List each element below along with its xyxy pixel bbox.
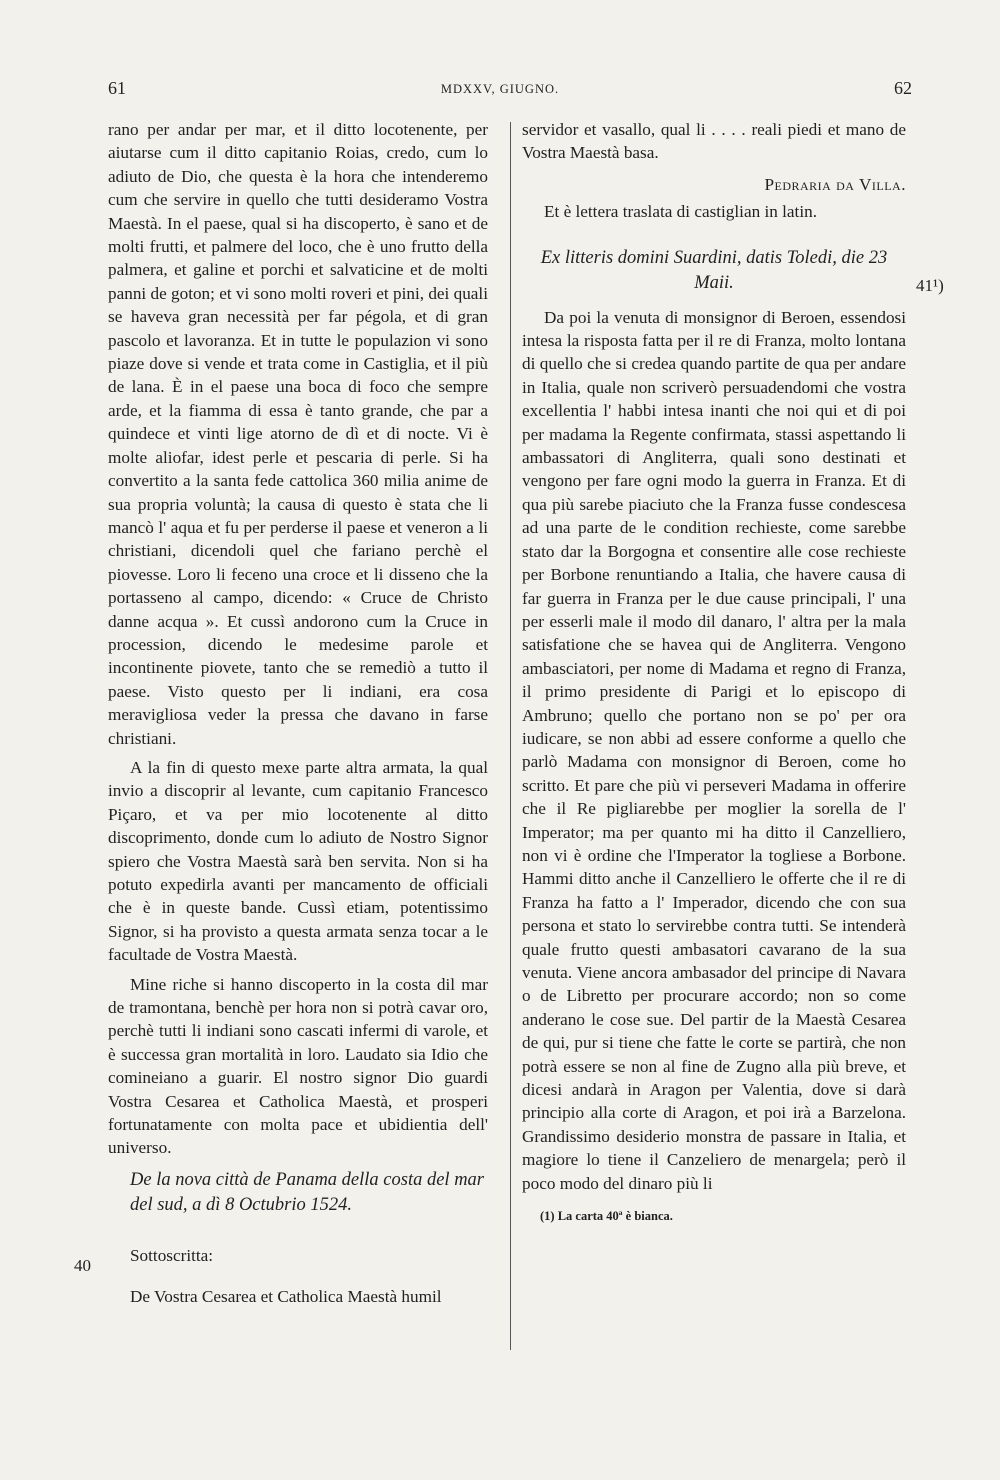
subscribed-label: Sottoscritta: <box>130 1245 214 1265</box>
page-number-right: 62 <box>894 78 912 98</box>
left-paragraph-3: Mine riche si hanno discoperto in la costa dil mar de tramontana, benchè per hora non si potrà cavar oro, perchè tutti li indiani sono cascati infermi di varole, et è successa gran mortalità in loro. Laudato sia Idio che comineiano a guarir. El nostro signor Dio guardi Vostra Cesarea et Catholica Maestà, et prosperi fortunatamente con molta pace et ubidientia dell' universo. <box>108 974 488 1158</box>
left-column <box>108 118 488 1309</box>
right-continuation: servidor et vasallo, qual li . . . . reali piedi et mano de Vostra Maestà basa. <box>522 120 906 163</box>
right-column <box>522 118 906 1225</box>
left-paragraph-1: rano per andar per mar, et il ditto locotenente, per aiutarse cum il ditto capitanio Roias, credo, cum lo adiuto de Dio, che questa è la hora che intenderemo cum che servire in quello che tutti desideramo Vostra Maestà. In el paese, qual si ha discoperto, è sano et de molti frutti, et palmere del loco, che è uno frutto della palmera, et galine et porchi et salvaticine et de molti panni de goton; et vi sono molti roveri et pini, dei quali se haveva gran necessità per far pégola, et di gran pascolo et lavoranza. Et in tutte le populazion vi sono piaze dove si vende et trata come in Castiglia, et il più de lana. È in el paese una boca di foco che sempre arde, et la fiamma di essa è tanto grande, che par a quindece et vinti lige atorno de dì et di nocte. Vi è molte aliofar, idest perle et pescaria di perle. Si ha convertito a la santa fede cattolica 360 milia anime de sua propria voluntà; la causa di questo è stata che li mancò l' aqua et fu per perderse il paese et veneron a li christiani, dicendoli quel che fariano perchè el piovesse. Loro li feceno una croce et li disseno che la portasseno al campo, dicendo: « Cruce de Christo danne acqua ». Et cussì andorono cum la Cruce in procession, dicendo le medesime parole et incontinente piovete, tanto che se remediò a tutto il paese. Visto questo per li indiani, era cosa meravigliosa veder la pressa che davano in farse christiani. <box>108 120 488 748</box>
translation-note: Et è lettera traslata di castiglian in latin. <box>544 202 817 222</box>
closing-line: De Vostra Cesarea et Catholica Maestà humil <box>130 1287 442 1307</box>
page-number-left: 61 <box>108 78 126 98</box>
column-divider <box>510 122 511 1350</box>
dateline: De la nova città de Panama della costa del mar del sud, a dì 8 Octubrio 1524. <box>130 1169 485 1215</box>
signature: Pedraria da Villa. <box>764 174 906 194</box>
footnote: (1) La carta 40ª è bianca. <box>540 1209 673 1224</box>
left-paragraph-2: A la fin di questo mexe parte altra armata, la qual invio a discoprir al levante, cum capitanio Francesco Piçaro, et va per mio locotenente al ditto discoprimento, donde cum lo adiuto de Nostro Signor spiero che Vostra Maestà sarà ben servita. Non si ha potuto expedirla avanti per mancamento de officiali che è in queste bande. Cussì etiam, potentissimo Signor, si ha provisto a questa armata senza tocar a le facultade de Vostra Maestà. <box>108 757 488 965</box>
margin-number-40: 40 <box>74 1256 91 1275</box>
running-title: MDXXV, GIUGNO. <box>440 82 560 96</box>
right-paragraph-1: Da poi la venuta di monsignor di Beroen, essendosi intesa la risposta fatta per il re di Franza, molto lontana di quello che si credea quando partite de qua per andare in Italia, quale non scriverò persuadendomi che vostra excellentia l' habbi intesa inanti che noi qui et di poi per madama la Regente confirmata, stassi aspettando li ambassatori di Angliterra, quali sono destinati et vengono per fare ogni modo la guerra in Franza. Et di qua più sarebe piaciuto che la Franza fusse condescesa ad una parte de le condition rechieste, come sarebbe stato dar la Borgogna et consentire alle cose rechieste per Borbone renuntiando a Italia, che havere causa di far guerra in Franza per le due cause principali, l' una per esserli male il modo dil danaro, l' altra per la mala satisfatione che se havea qui de Angliterra. Vengono ambasciatori, per nome di Madama et regno di Franza, il primo presidente di Parigi et lo episcopo di Ambruno; quello che portano non se po' per ora iudicare, se non abbi ad essere conforme a quello che parlò Madama con monsignor di Beroen, come ho scritto. Et pare che più vi perseveri Madama in offerire che il Re pigliarebbe per moglier la sorella de l' Imperator; ma per quanto mi ha ditto il Canzelliero, non vi è ordine che l'Imperator la togliese a Borbone. Hammi ditto anche il Canzelliero le offerte che il re di Franza ha fatto a l' Imperador, dicendo che con sua persona et stato lo servirebbe contra tutti. Se intenderà quale frutto questi ambasatori cavarano de la sua venuta. Viene ancora ambasador del principe di Navara o de Libretto per procurare accordo; non so come anderano le cose sue. Del partir de la Maestà Cesarea de qui, pur si tiene che fatte le corte se partirà, che non potrà essere se non al fine de Zugno alla più breve, et dicesi andarà in Aragon per Valentia, dove si darà principio alla corte di Aragon, et poi irà a Barzelona. Grandissimo desiderio monstra de passare in Italia, et magiore lo tiene il Canzeliero de menargela; però il poco modo del dinaro più li <box>522 307 906 1193</box>
margin-number-41: 41¹) <box>916 276 944 295</box>
letter-heading: Ex litteris domini Suardini, datis Toledi, die 23 Maii. <box>540 247 888 293</box>
